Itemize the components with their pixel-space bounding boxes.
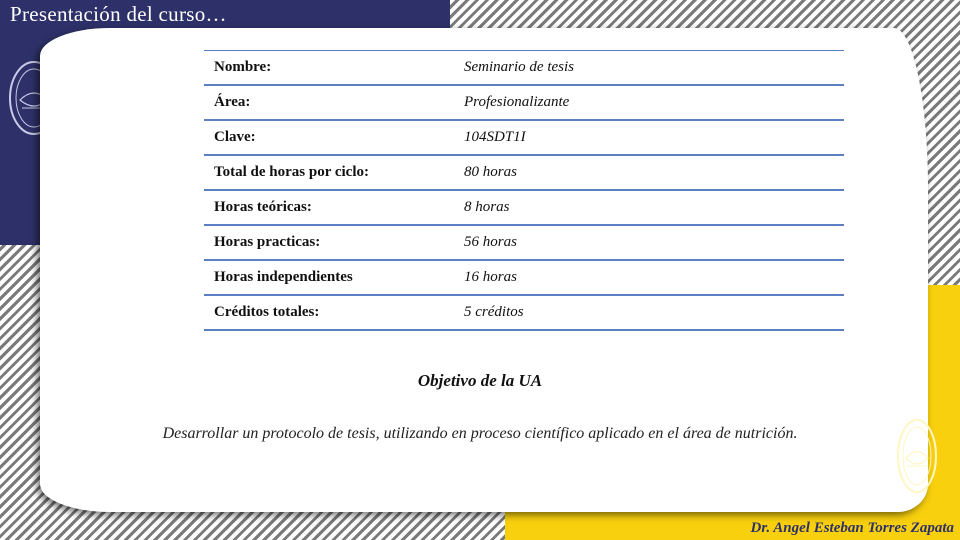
row-value: 16 horas <box>454 260 844 295</box>
objective-heading: Objetivo de la UA <box>417 371 543 390</box>
row-label: Horas teóricas: <box>204 190 454 225</box>
row-value: 8 horas <box>454 190 844 225</box>
table-row <box>204 85 844 120</box>
row-label: Créditos totales: <box>204 295 454 330</box>
objective-text: Desarrollar un protocolo de tesis, utilizando en proceso científico aplicado en el área de nutrición. <box>162 425 798 442</box>
table-row <box>204 155 844 190</box>
table-row <box>204 225 844 260</box>
row-value: 5 créditos <box>454 295 844 330</box>
author-name: Dr. Angel Esteban Torres Zapata <box>750 520 954 536</box>
row-value: Seminario de tesis <box>454 51 844 86</box>
university-seal-icon <box>896 418 938 494</box>
row-value: 56 horas <box>454 225 844 260</box>
row-label: Nombre: <box>204 51 454 86</box>
row-label: Total de horas por ciclo: <box>204 155 454 190</box>
row-label: Área: <box>204 85 454 120</box>
row-value: 80 horas <box>454 155 844 190</box>
course-info-table <box>204 50 844 331</box>
row-value: 104SDT1I <box>454 120 844 155</box>
table-row <box>204 120 844 155</box>
table-row <box>204 260 844 295</box>
row-label: Horas practicas: <box>204 225 454 260</box>
table-row <box>204 295 844 330</box>
table-row <box>204 51 844 86</box>
slide-title: Presentación del curso… <box>10 2 227 26</box>
row-label: Horas independientes <box>204 260 454 295</box>
table-row <box>204 190 844 225</box>
row-label: Clave: <box>204 120 454 155</box>
row-value: Profesionalizante <box>454 85 844 120</box>
